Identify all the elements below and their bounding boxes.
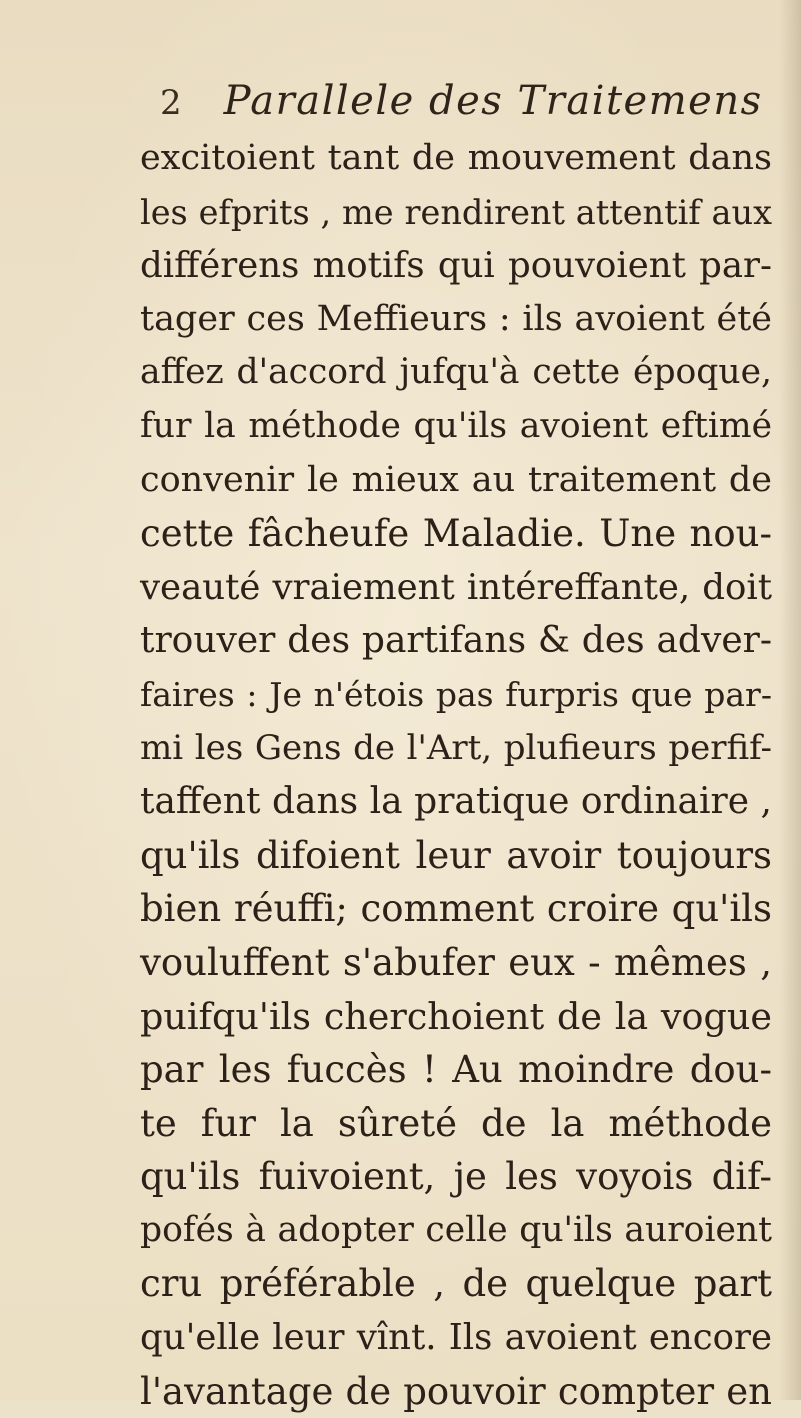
text-line: pofés à adopter celle qu'ils auroient bbox=[140, 1209, 772, 1250]
page-number: 2 bbox=[160, 83, 182, 123]
text-line: qu'ils difoient leur avoir toujours bbox=[140, 833, 772, 877]
text-line: qu'elle leur vînt. Ils avoient encore bbox=[140, 1317, 772, 1359]
text-line: excitoient tant de mouvement dans bbox=[140, 138, 772, 178]
text-line: taffent dans la pratique ordinaire , bbox=[140, 781, 772, 823]
text-line: trouver des partifans & des adver- bbox=[140, 620, 772, 662]
text-line: mi les Gens de l'Art, plufieurs perfif- bbox=[140, 727, 772, 768]
page-edge-shadow bbox=[779, 0, 801, 1400]
text-line: cette fâcheufe Maladie. Une nou- bbox=[140, 512, 772, 556]
text-line: différens motifs qui pouvoient par- bbox=[140, 245, 772, 287]
body-text bbox=[140, 132, 772, 1418]
running-title: Parallele des Traitemens bbox=[223, 78, 763, 124]
text-line: par les fuccès ! Au moindre dou- bbox=[140, 1048, 772, 1092]
text-line: te fur la sûreté de la méthode bbox=[140, 1101, 772, 1145]
page-header bbox=[160, 78, 763, 128]
text-line: les efprits , me rendirent attentif aux bbox=[140, 192, 772, 232]
text-line: qu'ils fuivoient, je les voyois dif- bbox=[140, 1155, 772, 1199]
text-line: veauté vraiement intéreffante, doit bbox=[140, 566, 772, 608]
text-line: faires : Je n'étois pas furpris que par- bbox=[140, 674, 772, 714]
text-line: tager ces Meffieurs : ils avoient été bbox=[140, 298, 772, 339]
text-line: convenir le mieux au traitement de bbox=[140, 459, 772, 500]
text-line: fur la méthode qu'ils avoient eftimé bbox=[140, 405, 772, 446]
text-line: puifqu'ils cherchoient de la vogue bbox=[140, 994, 772, 1038]
text-line: affez d'accord jufqu'à cette époque, bbox=[140, 352, 772, 393]
text-line: bien réuffi; comment croire qu'ils bbox=[140, 887, 772, 931]
text-line: l'avantage de pouvoir compter en bbox=[140, 1369, 772, 1413]
text-line: cru préférable , de quelque part bbox=[140, 1262, 772, 1306]
text-line: vouluffent s'abufer eux - mêmes , bbox=[140, 940, 772, 984]
